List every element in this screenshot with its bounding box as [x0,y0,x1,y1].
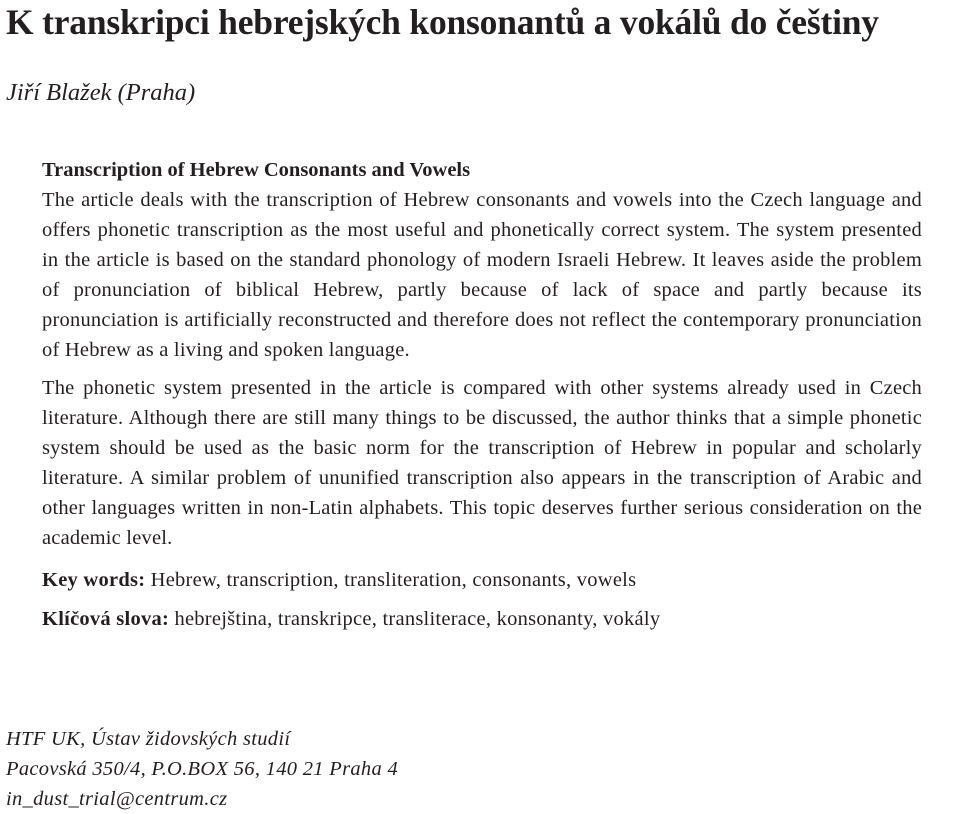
article-title: K transkripci hebrejských konsonantů a vokálů do češtiny [6,2,879,42]
keywords-cz-label: Klíčová slova: [42,608,170,630]
keywords-cz-line [42,604,922,634]
keywords-label: Key words: [42,569,146,591]
affiliation-address: Pacovská 350/4, P.O.BOX 56, 140 21 Praha 4 [6,758,398,780]
abstract-paragraph-2: The phonetic system presented in the article is compared with other systems already used in Czech literature. Although there are still many things to be discussed, the author thinks that a simple phonetic system should be used as the basic norm for the transcription of Hebrew in popular and scholarly literature. A similar problem of ununified transcription also appears in the transcription of Arabic and other languages written in non-Latin alphabets. This topic deserves further serious consideration on the academic level. [42,377,922,549]
abstract-heading: Transcription of Hebrew Consonants and Vowels [42,159,471,181]
article-author: Jiří Blažek (Praha) [6,79,196,106]
keywords-line [42,565,922,595]
keywords-text: Hebrew, transcription, transliteration, consonants, vowels [145,569,637,591]
affiliation-institution: HTF UK, Ústav židovských studií [6,728,291,750]
keywords-cz-text: hebrejština, transkripce, transliterace, konsonanty, vokály [169,608,661,630]
author-affiliation [6,724,398,814]
abstract-paragraph-1: The article deals with the transcription of Hebrew consonants and vowels into the Czech language and offers phonetic transcription as the most useful and phonetically correct system. The system presented in the article is based on the standard phonology of modern Israeli Hebrew. It leaves aside the problem of pronunciation of biblical Hebrew, partly because of lack of space and partly because its pronunciation is artificially reconstructed and therefore does not reflect the contemporary pronunciation of Hebrew as a living and spoken language. [42,189,922,361]
abstract-section [42,155,922,634]
affiliation-email: in_dust_trial@centrum.cz [6,788,228,810]
